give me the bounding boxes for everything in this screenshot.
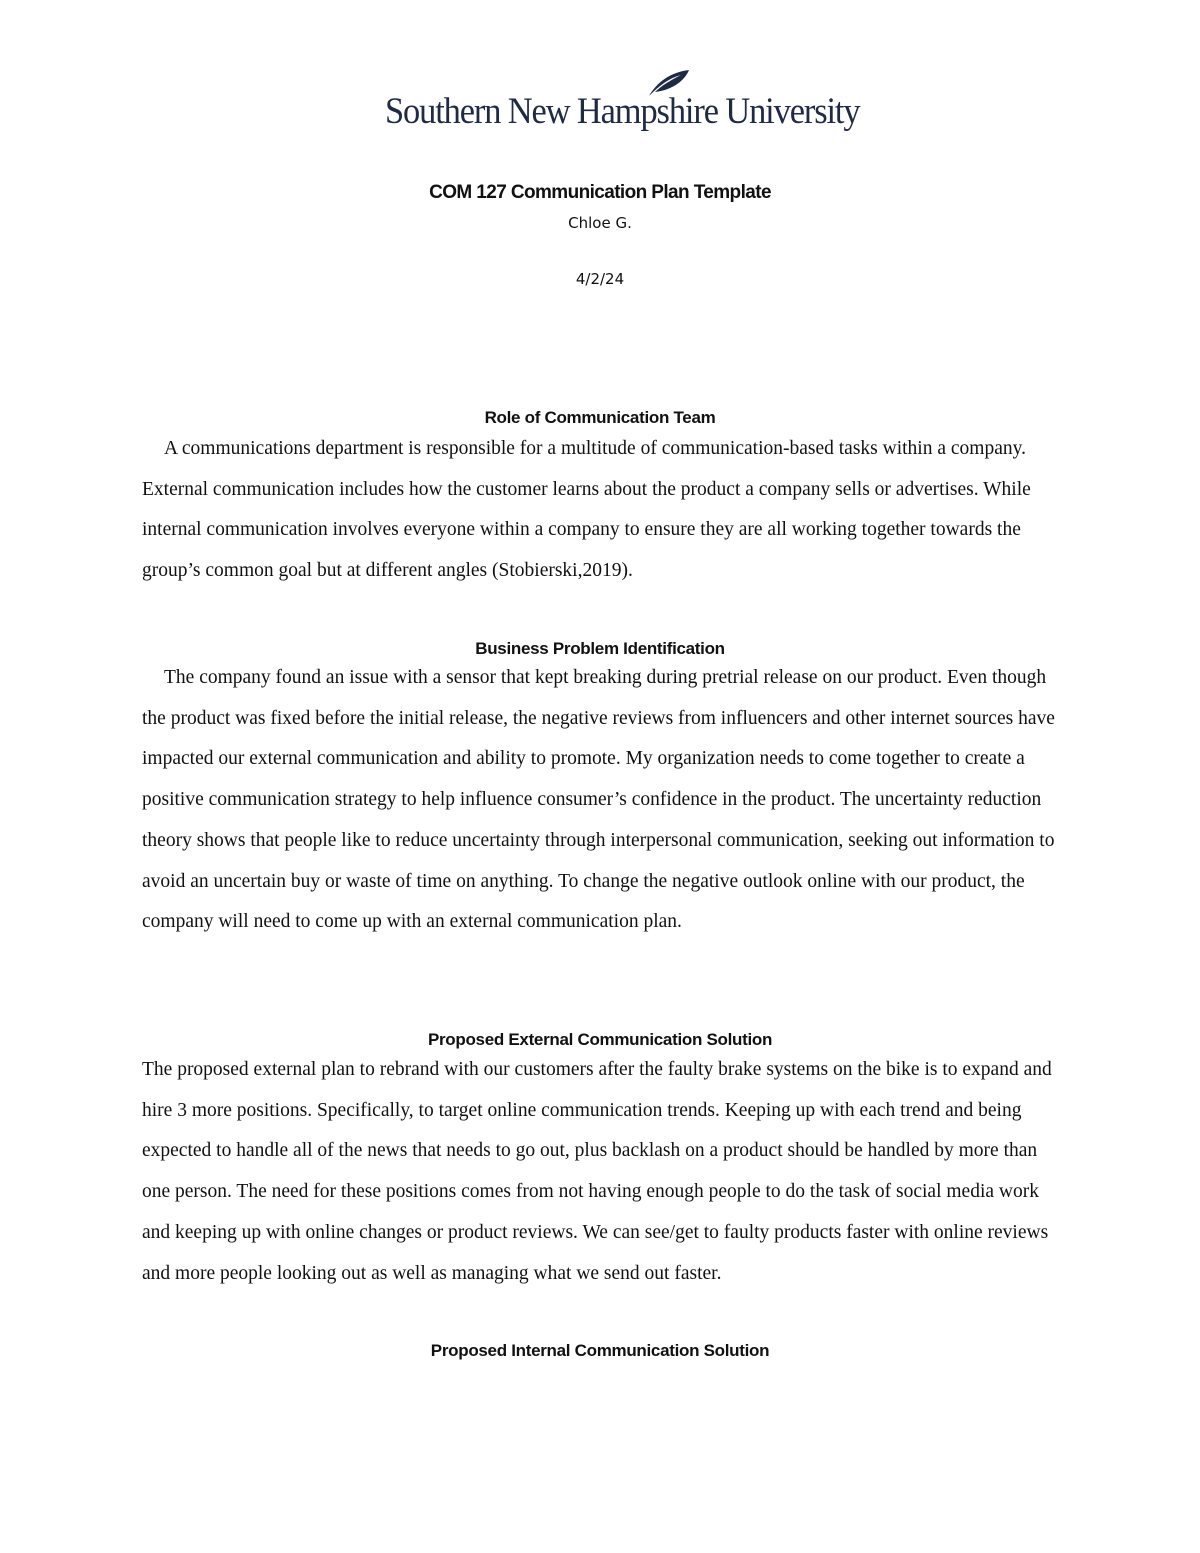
university-logo	[385, 68, 860, 138]
section-heading-problem: Business Problem Identification	[475, 639, 725, 658]
leaf-icon	[647, 68, 691, 98]
document-title: COM 127 Communication Plan Template	[429, 182, 771, 203]
section-body-external: The proposed external plan to rebrand with our customers after the faulty brake systems on the bike is to expand and hire 3 more positions. Specifically, to target online communication trends. Keeping up with each trend and being expected to handle all of the news that needs to go out, plus backlash on a product should be handled by more than one person. The need for these positions comes from not having enough people to do the task of social media work and keeping up with online changes or product reviews. We can see/get to faulty products faster with online reviews and more people looking out as well as managing what we send out faster.	[142, 1059, 1052, 1284]
paragraph-text: The company found an issue with a sensor that kept breaking during pretrial release on our product. Even though the product was fixed before the initial release, the negative reviews from influencers and other internet sources have impacted our external communication and ability to promote. My organization needs to come together to create a positive communication strategy to help influence consumer’s confidence in the product. The uncertainty reduction theory shows that people like to reduce uncertainty through interpersonal communication, seeking out information to avoid an uncertain buy or waste of time on anything. To change the negative outlook online with our product, the company will need to come up with an external communication plan.	[142, 667, 1055, 933]
section-heading-external: Proposed External Communication Solution	[427, 1030, 773, 1049]
document-date: 4/2/24	[575, 270, 625, 288]
author-name: Chloe G.	[568, 214, 632, 232]
section-body-role	[142, 429, 1064, 592]
section-body-problem	[142, 658, 1064, 943]
section-heading-internal: Proposed Internal Communication Solution	[430, 1341, 770, 1360]
paragraph-text: A communications department is responsible for a multitude of communication-based tasks within a company. External communication includes how the customer learns about the product a company sells or advertises. While internal communication involves everyone within a company to ensure they are all working together towards the group’s common goal but at different angles (Stobierski,2019).	[142, 438, 1031, 582]
section-heading-role: Role of Communication Team	[484, 408, 716, 427]
logo-wordmark: Southern New Hampshire University	[385, 91, 860, 132]
